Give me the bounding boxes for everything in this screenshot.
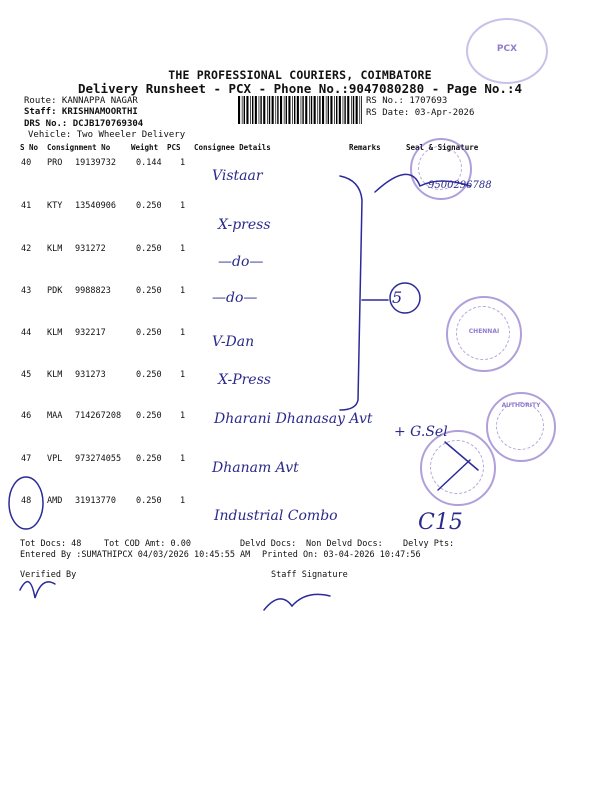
col-remarks: Remarks <box>349 143 381 152</box>
consignment-prefix: MAA <box>47 411 63 421</box>
row-weight: 0.250 <box>136 286 162 296</box>
entered-by: Entered By :SUMATHIPCX 04/03/2026 10:45:55 AM <box>20 550 251 560</box>
row-weight: 0.250 <box>136 370 162 380</box>
row-pcs: 1 <box>180 244 186 254</box>
consignee-handwritten: Industrial Combo <box>214 508 338 524</box>
staff-signature-label: Staff Signature <box>271 570 348 580</box>
barcode-bar <box>351 96 352 124</box>
barcode-bar <box>314 96 316 124</box>
barcode-bar <box>259 96 260 124</box>
staff-label: Staff: KRISHNAMOORTHI <box>24 107 138 117</box>
consignee-handwritten: X-Press <box>218 372 271 388</box>
barcode-bar <box>269 96 270 124</box>
col-consignment: Consignment No <box>47 143 111 152</box>
barcode-bar <box>260 96 261 124</box>
col-seal: Seal & Signature <box>406 143 479 152</box>
consignee-handwritten: —do— <box>218 254 264 270</box>
barcode-bar <box>347 96 349 124</box>
barcode-bar <box>286 96 287 124</box>
barcode-bar <box>322 96 324 124</box>
bracket-stroke <box>340 176 362 410</box>
authority-seal-stamp: AUTHORITY <box>486 392 556 462</box>
barcode-bar <box>238 96 240 124</box>
barcode-bar <box>305 96 307 124</box>
barcode-bar <box>317 96 318 124</box>
consignee-handwritten: V-Dan <box>212 334 255 350</box>
delivery-points: Delvy Pts: <box>403 539 455 549</box>
row-pcs: 1 <box>180 201 186 211</box>
barcode-bar <box>359 96 360 124</box>
row-sno: 40 <box>21 158 32 168</box>
consignment-number: 13540906 <box>75 201 116 211</box>
consignment-prefix: VPL <box>47 454 63 464</box>
consignee-handwritten: X-press <box>218 217 271 233</box>
total-cod: Tot COD Amt: 0.00 <box>104 539 191 549</box>
consignee-handwritten: Dhanam Avt <box>212 460 299 476</box>
barcode-bar <box>267 96 268 124</box>
barcode-bar <box>301 96 302 124</box>
barcode-bar <box>356 96 358 124</box>
row-sno: 47 <box>21 454 32 464</box>
row-weight: 0.250 <box>136 201 162 211</box>
row-pcs: 1 <box>180 286 186 296</box>
col-weight: Weight <box>131 143 159 152</box>
barcode-bar <box>343 96 344 124</box>
barcode-bar <box>252 96 253 124</box>
pcx-stamp: PCX <box>466 18 548 84</box>
barcode-bar <box>326 96 327 124</box>
barcode-image <box>238 96 362 124</box>
consignment-prefix: KTY <box>47 201 63 211</box>
barcode-bar <box>319 96 320 124</box>
barcode-bar <box>244 96 245 124</box>
drs-number: DRS No.: DCJB170769304 <box>24 119 144 129</box>
round-seal-stamp <box>420 430 496 506</box>
row-pcs: 1 <box>180 370 186 380</box>
barcode-bar <box>294 96 295 124</box>
barcode-bar <box>328 96 329 124</box>
consignment-prefix: PRO <box>47 158 63 168</box>
barcode-bar <box>250 96 251 124</box>
row-sno: 45 <box>21 370 32 380</box>
consignment-number: 31913770 <box>75 496 116 506</box>
row-weight: 0.250 <box>136 411 162 421</box>
verified-signature <box>20 582 55 598</box>
barcode-bar <box>297 96 299 124</box>
consignment-number: 714267208 <box>75 411 122 421</box>
barcode-bar <box>288 96 290 124</box>
barcode-bar <box>344 96 345 124</box>
rs-date: RS Date: 03-Apr-2026 <box>366 108 475 118</box>
staff-signature-scribble <box>264 594 330 610</box>
barcode-bar <box>334 96 335 124</box>
row-weight: 0.144 <box>136 158 162 168</box>
barcode-bar <box>242 96 243 124</box>
barcode-bar <box>284 96 285 124</box>
barcode-bar <box>309 96 310 124</box>
consignment-number: 19139732 <box>75 158 116 168</box>
rs-number: RS No.: 1707693 <box>366 96 448 106</box>
non-delivered-docs: Non Delvd Docs: <box>306 539 383 549</box>
row-sno: 44 <box>21 328 32 338</box>
row-sno: 42 <box>21 244 32 254</box>
consignment-number: 931272 <box>75 244 106 254</box>
barcode-bar <box>353 96 354 124</box>
consignment-prefix: AMD <box>47 496 63 506</box>
route-label: Route: KANNAPPA NAGAR <box>24 96 138 106</box>
verified-by-label: Verified By <box>20 570 77 580</box>
row-pcs: 1 <box>180 411 186 421</box>
consignee-handwritten: Dharani Dhanasay Avt <box>214 411 373 427</box>
row-pcs: 1 <box>180 158 186 168</box>
bracket-count-note: 5 <box>392 288 403 307</box>
barcode-bar <box>311 96 312 124</box>
consignment-prefix: KLM <box>47 244 63 254</box>
barcode-bar <box>302 96 303 124</box>
barcode-bar <box>246 96 248 124</box>
row-weight: 0.250 <box>136 496 162 506</box>
delivered-docs: Delvd Docs: <box>240 539 297 549</box>
barcode-bar <box>280 96 282 124</box>
c15-note: C15 <box>418 510 463 535</box>
consignment-number: 973274055 <box>75 454 122 464</box>
row-sno: 43 <box>21 286 32 296</box>
company-name: THE PROFESSIONAL COURIERS, COIMBATORE <box>168 68 432 82</box>
total-docs: Tot Docs: 48 <box>20 539 82 549</box>
barcode-bar <box>275 96 276 124</box>
consignment-number: 931273 <box>75 370 106 380</box>
printed-on: Printed On: 03-04-2026 10:47:56 <box>262 550 421 560</box>
consignment-number: 932217 <box>75 328 106 338</box>
row-pcs: 1 <box>180 454 186 464</box>
row-sno: 48 <box>21 496 32 506</box>
row-weight: 0.250 <box>136 244 162 254</box>
barcode-bar <box>263 96 265 124</box>
company-seal-stamp: CHENNAI <box>446 296 522 372</box>
barcode-bar <box>255 96 257 124</box>
barcode-bar <box>272 96 274 124</box>
consignment-prefix: KLM <box>47 370 63 380</box>
row-sno: 41 <box>21 201 32 211</box>
col-pcs: PCS <box>167 143 181 152</box>
row-pcs: 1 <box>180 328 186 338</box>
row-weight: 0.250 <box>136 328 162 338</box>
barcode-bar <box>361 96 362 124</box>
col-consignee: Consignee Details <box>194 143 271 152</box>
consignment-prefix: PDK <box>47 286 63 296</box>
phone-note: 9500296788 <box>428 180 492 191</box>
consignment-number: 9988823 <box>75 286 111 296</box>
barcode-bar <box>292 96 293 124</box>
runsheet-title: Delivery Runsheet - PCX - Phone No.:9047080280 - Page No.:4 <box>77 81 522 96</box>
consignee-handwritten: Vistaar <box>212 168 263 184</box>
barcode-bar <box>277 96 278 124</box>
row-sno: 46 <box>21 411 32 421</box>
col-sno: S No <box>20 143 39 152</box>
row-pcs: 1 <box>180 496 186 506</box>
vehicle-label: Vehicle: Two Wheeler Delivery <box>28 130 186 140</box>
plus-note: + G.Sel <box>394 424 448 440</box>
consignee-handwritten: —do— <box>212 290 258 306</box>
barcode-bar <box>339 96 341 124</box>
barcode-bar <box>336 96 337 124</box>
barcode-bar <box>330 96 332 124</box>
consignment-prefix: KLM <box>47 328 63 338</box>
row-weight: 0.250 <box>136 454 162 464</box>
